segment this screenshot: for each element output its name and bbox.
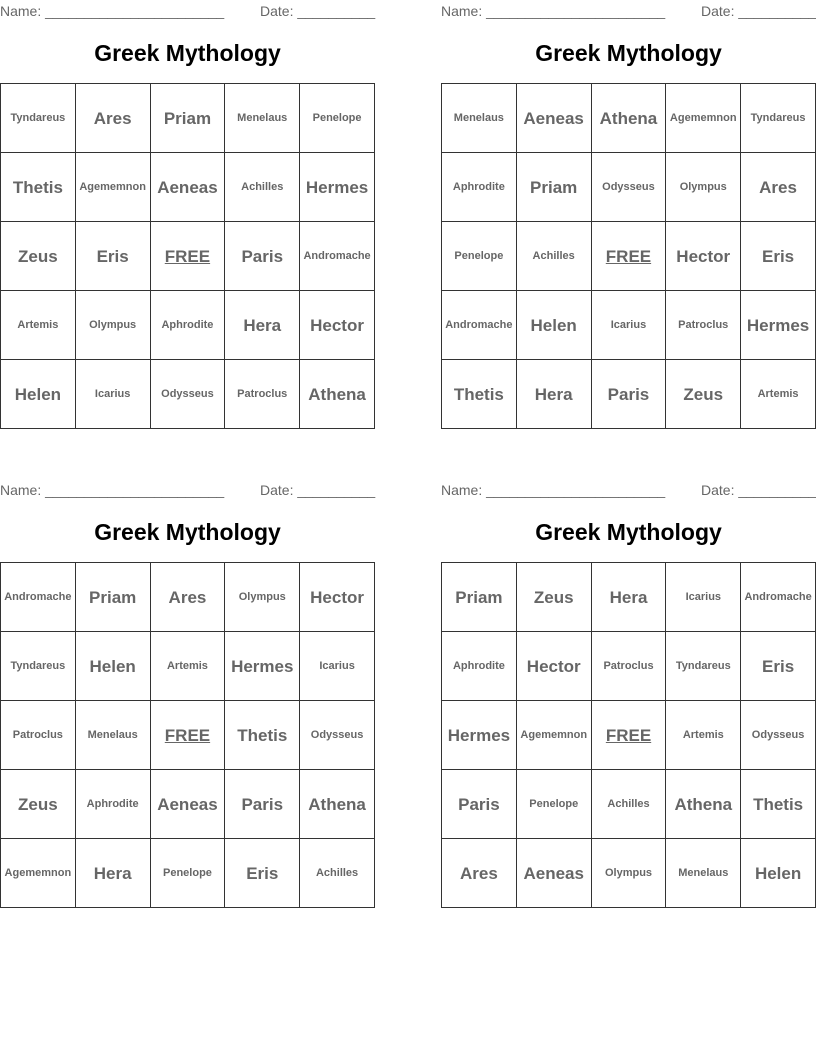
bingo-cell: Hera bbox=[516, 360, 591, 429]
bingo-cell: Achilles bbox=[300, 839, 375, 908]
bingo-cell: Ares bbox=[442, 839, 517, 908]
name-field-label: Name: _______________________ bbox=[0, 3, 225, 19]
bingo-cell: Odysseus bbox=[300, 701, 375, 770]
bingo-cell: Helen bbox=[516, 291, 591, 360]
bingo-cell: Helen bbox=[75, 632, 150, 701]
bingo-cell: Hermes bbox=[225, 632, 300, 701]
bingo-cell: Athena bbox=[591, 84, 666, 153]
bingo-grid bbox=[0, 562, 375, 908]
name-field-label: Name: _______________________ bbox=[441, 3, 666, 19]
bingo-row bbox=[442, 701, 816, 770]
bingo-cell: Eris bbox=[741, 222, 816, 291]
bingo-row bbox=[1, 360, 375, 429]
bingo-cell: Artemis bbox=[666, 701, 741, 770]
bingo-row bbox=[442, 360, 816, 429]
bingo-cell: Menelaus bbox=[75, 701, 150, 770]
bingo-row bbox=[1, 839, 375, 908]
bingo-cell: Priam bbox=[516, 153, 591, 222]
date-field-label: Date: __________ bbox=[260, 3, 376, 19]
bingo-cell: Hermes bbox=[741, 291, 816, 360]
bingo-cell: Artemis bbox=[1, 291, 76, 360]
bingo-cell: Zeus bbox=[516, 563, 591, 632]
free-space-cell: FREE bbox=[150, 222, 225, 291]
bingo-cell: Andromache bbox=[741, 563, 816, 632]
bingo-cell: Penelope bbox=[300, 84, 375, 153]
bingo-cell: Hector bbox=[666, 222, 741, 291]
bingo-row bbox=[442, 563, 816, 632]
bingo-cell: Paris bbox=[225, 222, 300, 291]
bingo-cell: Aeneas bbox=[150, 770, 225, 839]
bingo-cell: Icarius bbox=[666, 563, 741, 632]
bingo-cell: Hector bbox=[516, 632, 591, 701]
bingo-cell: Olympus bbox=[591, 839, 666, 908]
bingo-cell: Ares bbox=[75, 84, 150, 153]
bingo-cell: Icarius bbox=[591, 291, 666, 360]
bingo-cell: Tyndareus bbox=[666, 632, 741, 701]
bingo-cell: Icarius bbox=[75, 360, 150, 429]
bingo-grid bbox=[441, 562, 816, 908]
bingo-cell: Olympus bbox=[666, 153, 741, 222]
name-date-row bbox=[441, 0, 816, 20]
bingo-row bbox=[1, 291, 375, 360]
bingo-cell: Paris bbox=[591, 360, 666, 429]
bingo-cell: Aeneas bbox=[516, 84, 591, 153]
bingo-cell: Paris bbox=[442, 770, 517, 839]
bingo-cell: Aphrodite bbox=[75, 770, 150, 839]
bingo-cell: Hermes bbox=[300, 153, 375, 222]
name-date-row bbox=[0, 479, 375, 499]
bingo-cell: Hera bbox=[75, 839, 150, 908]
bingo-cell: Hera bbox=[591, 563, 666, 632]
bingo-row bbox=[1, 632, 375, 701]
bingo-row bbox=[1, 222, 375, 291]
name-field-label: Name: _______________________ bbox=[0, 482, 225, 498]
bingo-cell: Priam bbox=[150, 84, 225, 153]
bingo-row bbox=[442, 291, 816, 360]
bingo-cell: Athena bbox=[300, 770, 375, 839]
bingo-cell: Olympus bbox=[75, 291, 150, 360]
bingo-cell: Priam bbox=[75, 563, 150, 632]
bingo-cell: Eris bbox=[75, 222, 150, 291]
bingo-cell: Thetis bbox=[442, 360, 517, 429]
date-field-label: Date: __________ bbox=[701, 482, 816, 498]
bingo-row bbox=[1, 701, 375, 770]
bingo-grid bbox=[441, 83, 816, 429]
bingo-cell: Andromache bbox=[300, 222, 375, 291]
bingo-row bbox=[442, 153, 816, 222]
bingo-cell: Hector bbox=[300, 563, 375, 632]
bingo-cell: Icarius bbox=[300, 632, 375, 701]
bingo-cell: Hera bbox=[225, 291, 300, 360]
bingo-cell: Ares bbox=[150, 563, 225, 632]
bingo-cell: Tyndareus bbox=[1, 84, 76, 153]
bingo-cell: Patroclus bbox=[1, 701, 76, 770]
bingo-cell: Hector bbox=[300, 291, 375, 360]
date-field-label: Date: __________ bbox=[260, 482, 376, 498]
bingo-cell: Thetis bbox=[225, 701, 300, 770]
bingo-cell: Patroclus bbox=[591, 632, 666, 701]
bingo-cell: Menelaus bbox=[442, 84, 517, 153]
bingo-grid bbox=[0, 83, 375, 429]
bingo-cell: Andromache bbox=[1, 563, 76, 632]
bingo-cell: Zeus bbox=[1, 222, 76, 291]
bingo-cell: Helen bbox=[1, 360, 76, 429]
card-title: Greek Mythology bbox=[94, 40, 281, 66]
bingo-cell: Aphrodite bbox=[150, 291, 225, 360]
bingo-cell: Achilles bbox=[516, 222, 591, 291]
bingo-cell: Athena bbox=[300, 360, 375, 429]
bingo-cell: Paris bbox=[225, 770, 300, 839]
bingo-cell: Tyndareus bbox=[1, 632, 76, 701]
bingo-cell: Aeneas bbox=[516, 839, 591, 908]
bingo-cell: Tyndareus bbox=[741, 84, 816, 153]
bingo-cell: Hermes bbox=[442, 701, 517, 770]
bingo-cell: Eris bbox=[741, 632, 816, 701]
bingo-cell: Artemis bbox=[741, 360, 816, 429]
bingo-row bbox=[1, 770, 375, 839]
bingo-cell: Patroclus bbox=[666, 291, 741, 360]
bingo-cell: Thetis bbox=[741, 770, 816, 839]
bingo-cell: Penelope bbox=[516, 770, 591, 839]
bingo-cell: Patroclus bbox=[225, 360, 300, 429]
name-field-label: Name: _______________________ bbox=[441, 482, 666, 498]
bingo-cell: Aphrodite bbox=[442, 153, 517, 222]
bingo-row bbox=[442, 839, 816, 908]
bingo-row bbox=[442, 84, 816, 153]
bingo-cell: Penelope bbox=[442, 222, 517, 291]
bingo-row bbox=[442, 770, 816, 839]
card-title: Greek Mythology bbox=[94, 519, 281, 545]
free-space-cell: FREE bbox=[591, 701, 666, 770]
bingo-cell: Penelope bbox=[150, 839, 225, 908]
bingo-cell: Agememnon bbox=[75, 153, 150, 222]
bingo-cell: Zeus bbox=[1, 770, 76, 839]
bingo-cell: Odysseus bbox=[741, 701, 816, 770]
bingo-cell: Andromache bbox=[442, 291, 517, 360]
bingo-cell: Achilles bbox=[591, 770, 666, 839]
bingo-cell: Odysseus bbox=[150, 360, 225, 429]
bingo-cell: Achilles bbox=[225, 153, 300, 222]
bingo-cell: Priam bbox=[442, 563, 517, 632]
bingo-cell: Aeneas bbox=[150, 153, 225, 222]
free-space-cell: FREE bbox=[591, 222, 666, 291]
name-date-row bbox=[0, 0, 375, 20]
bingo-cell: Olympus bbox=[225, 563, 300, 632]
free-space-cell: FREE bbox=[150, 701, 225, 770]
bingo-cell: Agememnon bbox=[1, 839, 76, 908]
bingo-cell: Thetis bbox=[1, 153, 76, 222]
bingo-row bbox=[1, 84, 375, 153]
bingo-row bbox=[1, 153, 375, 222]
bingo-cell: Zeus bbox=[666, 360, 741, 429]
card-title: Greek Mythology bbox=[535, 40, 722, 66]
bingo-row bbox=[1, 563, 375, 632]
bingo-cell: Agememnon bbox=[516, 701, 591, 770]
bingo-cell: Helen bbox=[741, 839, 816, 908]
bingo-cell: Menelaus bbox=[225, 84, 300, 153]
card-title: Greek Mythology bbox=[535, 519, 722, 545]
date-field-label: Date: __________ bbox=[701, 3, 816, 19]
bingo-cell: Ares bbox=[741, 153, 816, 222]
bingo-cell: Artemis bbox=[150, 632, 225, 701]
bingo-cell: Eris bbox=[225, 839, 300, 908]
bingo-cell: Odysseus bbox=[591, 153, 666, 222]
bingo-cell: Agememnon bbox=[666, 84, 741, 153]
bingo-row bbox=[442, 222, 816, 291]
name-date-row bbox=[441, 479, 816, 499]
bingo-cell: Athena bbox=[666, 770, 741, 839]
bingo-cell: Menelaus bbox=[666, 839, 741, 908]
bingo-cell: Aphrodite bbox=[442, 632, 517, 701]
bingo-row bbox=[442, 632, 816, 701]
